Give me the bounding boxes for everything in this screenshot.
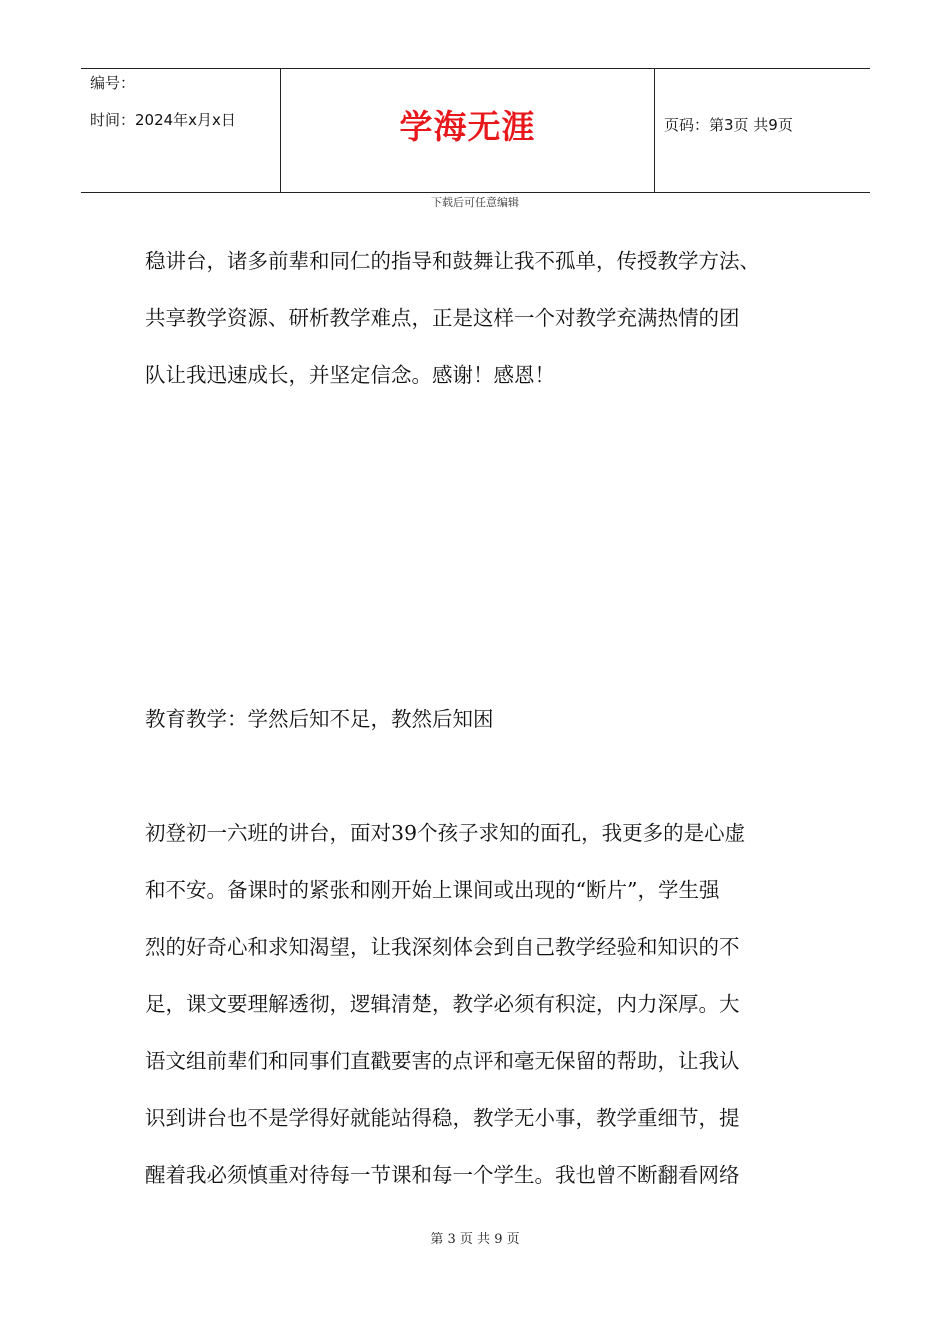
page-footer: 第 3 页 共 9 页 bbox=[430, 1232, 520, 1247]
header-divider bbox=[654, 69, 655, 192]
edit-note: 下载后可任意编辑 bbox=[431, 196, 519, 209]
paragraph-line: 稳讲台，诸多前辈和同仁的指导和鼓舞让我不孤单，传授教学方法、 bbox=[145, 249, 760, 273]
section-heading: 教育教学：学然后知不足，教然后知困 bbox=[145, 707, 494, 731]
header-page-info: 页码：第3页 共9页 bbox=[664, 116, 793, 134]
document-header bbox=[81, 68, 870, 193]
paragraph-line: 烈的好奇心和求知渴望，让我深刻体会到自己教学经验和知识的不 bbox=[145, 935, 740, 959]
document-number-label: 编号： bbox=[90, 74, 136, 92]
document-time-label: 时间：2024年x月x日 bbox=[90, 111, 236, 129]
paragraph-line: 和不安。备课时的紧张和刚开始上课间或出现的“断片”，学生强 bbox=[145, 878, 720, 902]
paragraph-line: 足，课文要理解透彻，逻辑清楚，教学必须有积淀，内力深厚。大 bbox=[145, 992, 740, 1016]
paragraph-line: 识到讲台也不是学得好就能站得稳，教学无小事，教学重细节，提 bbox=[145, 1106, 740, 1130]
paragraph-line: 语文组前辈们和同事们直戳要害的点评和毫无保留的帮助，让我认 bbox=[145, 1049, 740, 1073]
paragraph-line: 共享教学资源、研析教学难点，正是这样一个对教学充满热情的团 bbox=[145, 306, 740, 330]
paragraph-line: 队让我迅速成长，并坚定信念。感谢！感恩！ bbox=[145, 363, 555, 387]
paragraph-line: 醒着我必须慎重对待每一节课和每一个学生。我也曾不断翻看网络 bbox=[145, 1163, 740, 1187]
paragraph-line: 初登初一六班的讲台，面对39个孩子求知的面孔，我更多的是心虚 bbox=[145, 821, 746, 845]
document-title: 学海无涯 bbox=[399, 107, 536, 146]
